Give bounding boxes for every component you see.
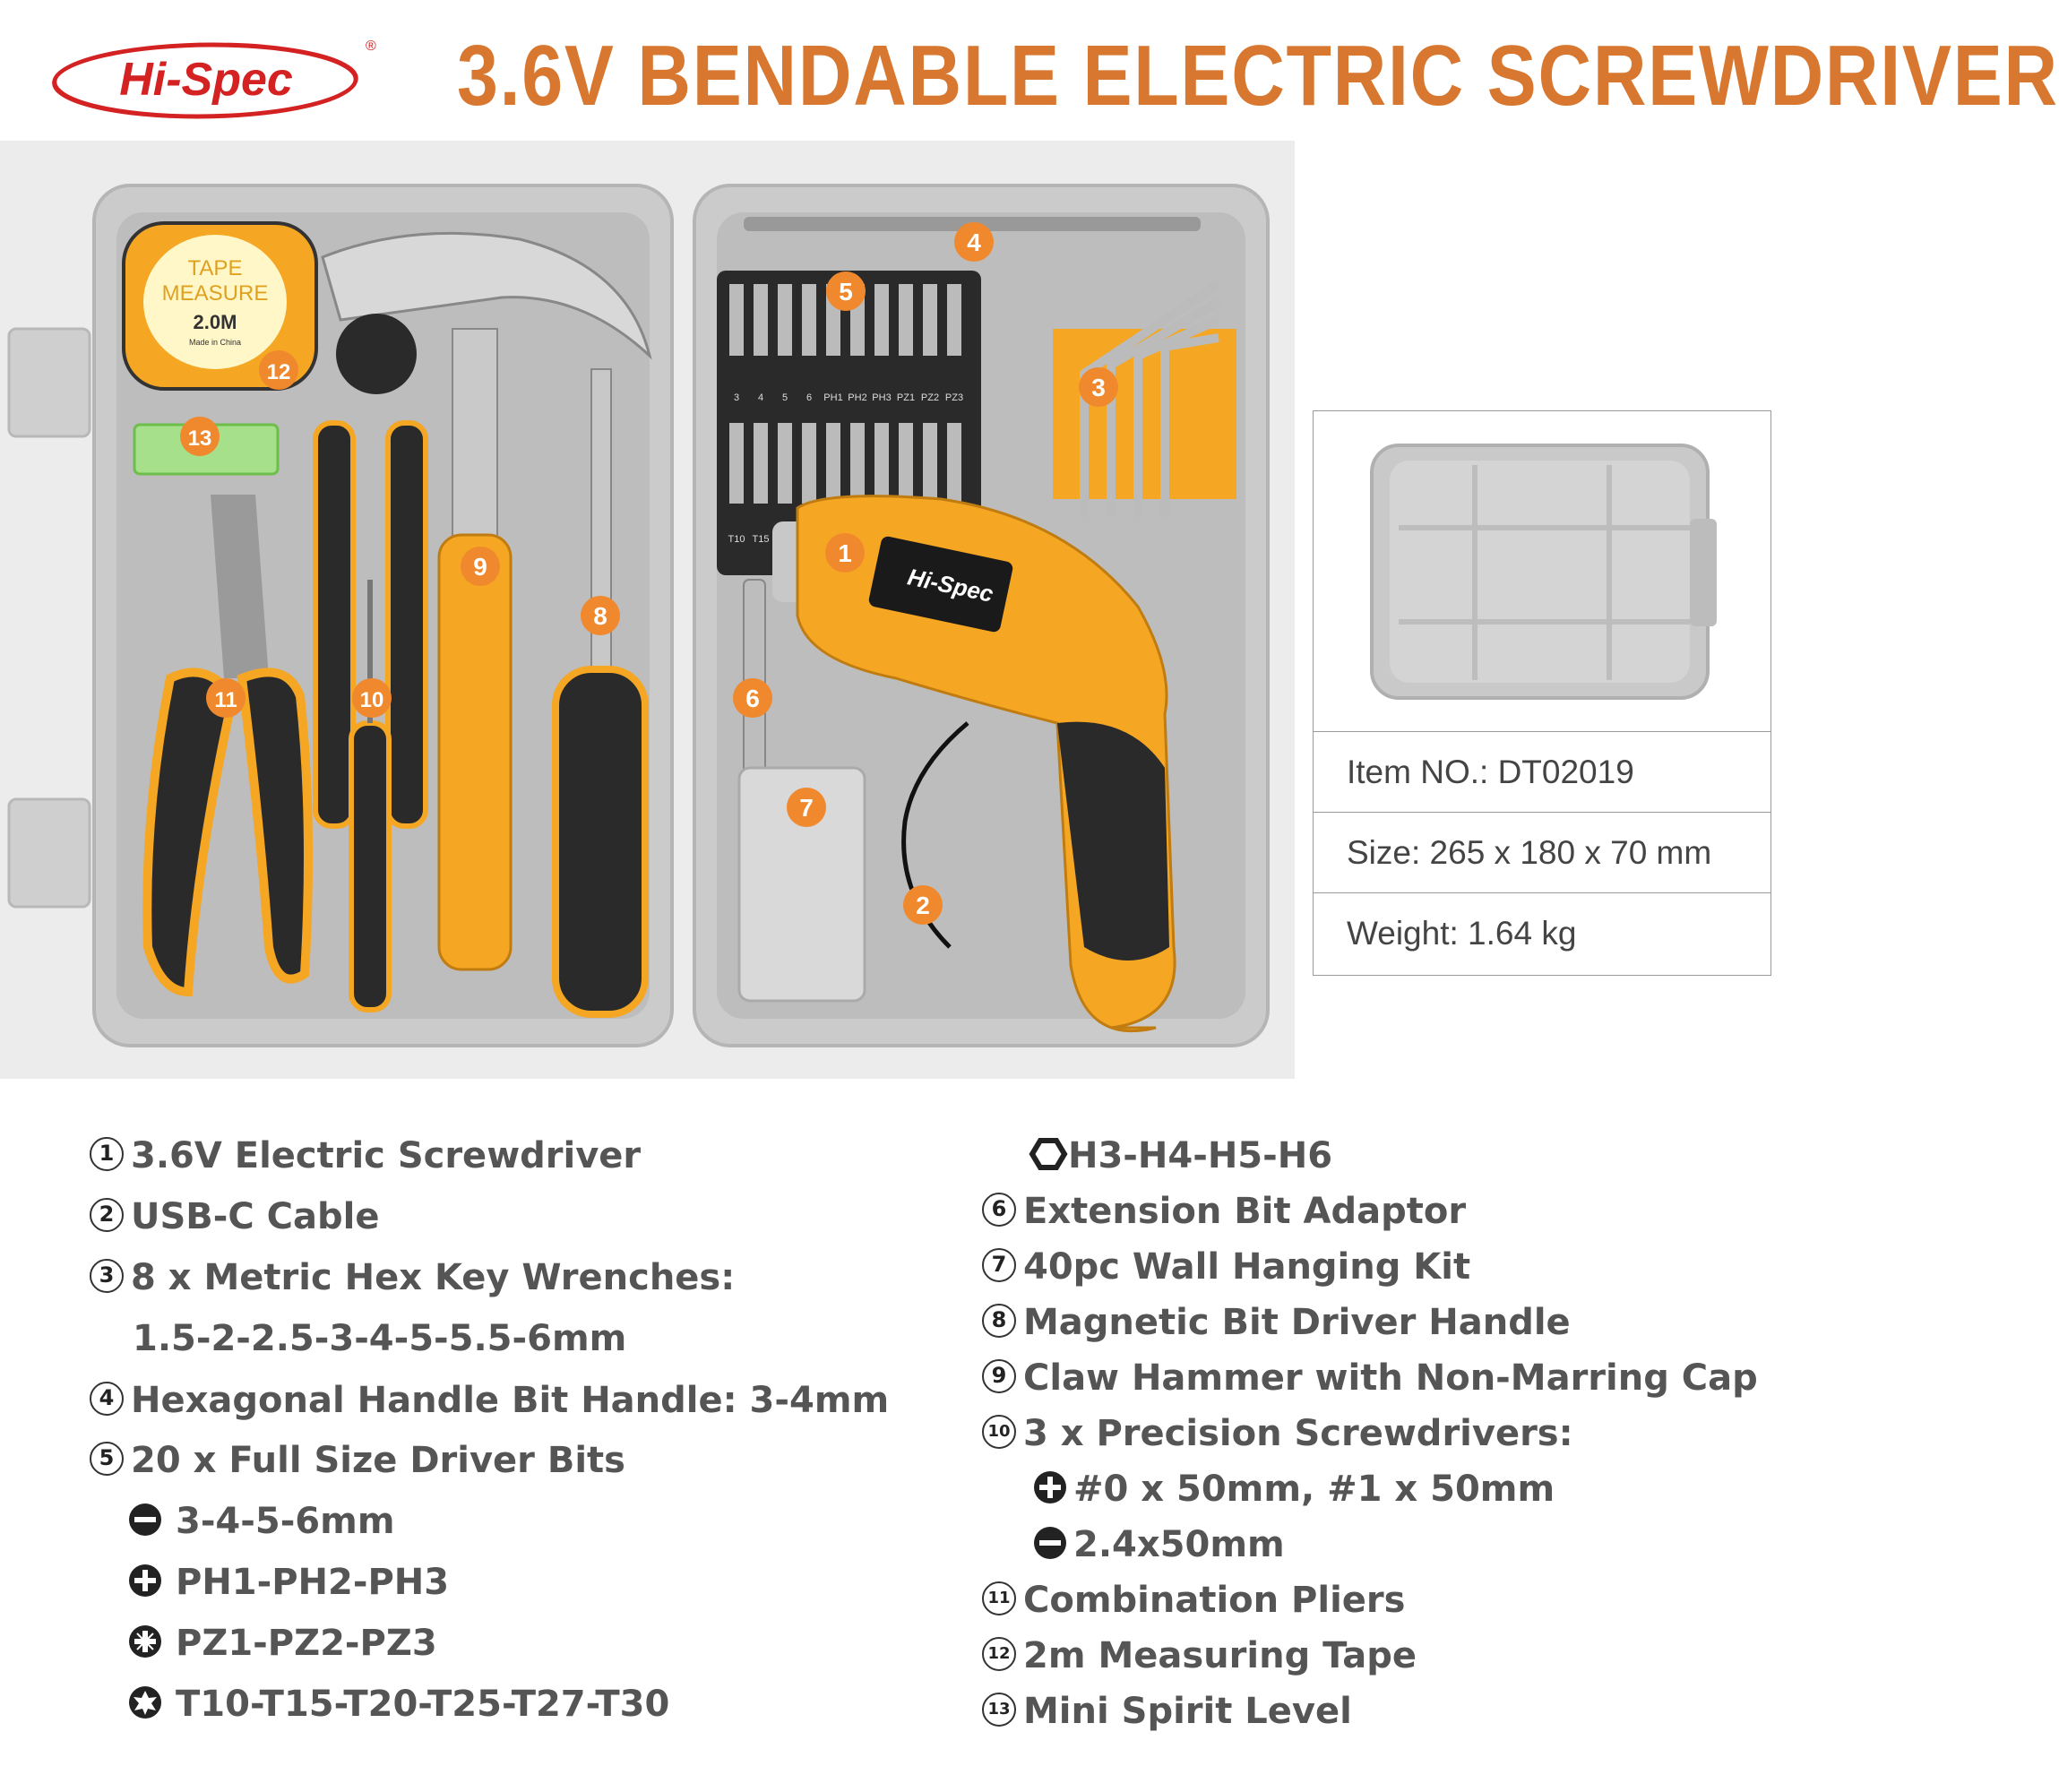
- svg-text:13: 13: [187, 426, 212, 451]
- bit-slotted: [127, 1496, 395, 1546]
- bit-text: PH1-PH2-PH3: [176, 1562, 450, 1603]
- spec-card: [1313, 410, 1771, 976]
- svg-text:11: 11: [214, 688, 237, 712]
- list-item-3-sizes: 1.5-2-2.5-3-4-5-5.5-6mm: [133, 1318, 627, 1359]
- number-badge: 2: [90, 1198, 124, 1232]
- bit-label: PZ2: [920, 392, 940, 403]
- registered-mark: ®: [366, 39, 376, 54]
- list-item-text: 2m Measuring Tape: [1023, 1635, 1417, 1676]
- list-item-text: 3.6V Electric Screwdriver: [131, 1135, 642, 1176]
- list-item-4: [90, 1375, 889, 1426]
- number-badge: 1: [90, 1137, 124, 1171]
- list-item-text: 3 x Precision Screwdrivers:: [1023, 1413, 1573, 1454]
- spec-item-number: Item NO.: DT02019: [1314, 732, 1770, 813]
- list-item-text: 8 x Metric Hex Key Wrenches:: [131, 1257, 736, 1298]
- driver-bit: [778, 284, 792, 356]
- slotted-icon: [1032, 1525, 1068, 1561]
- closed-case-image: [1314, 411, 1770, 732]
- list-item-1: [90, 1131, 641, 1181]
- number-badge: 4: [90, 1382, 124, 1416]
- callout-marker-8: [581, 596, 620, 635]
- bit-label: PZ3: [944, 392, 964, 403]
- number-badge: 7: [982, 1248, 1016, 1282]
- slotted-icon: [127, 1502, 163, 1538]
- callout-marker-3: [1079, 367, 1118, 407]
- driver-bit: [802, 284, 816, 356]
- callout-marker-10: [352, 678, 392, 718]
- driver-bit: [923, 284, 937, 356]
- driver-bit: [826, 423, 840, 504]
- bit-phillips: [127, 1557, 449, 1607]
- svg-text:12: 12: [266, 360, 291, 384]
- driver-bit: [899, 284, 913, 356]
- bit-label: 6: [806, 392, 813, 403]
- list-item-8: [982, 1297, 1571, 1348]
- spec-weight: Weight: 1.64 kg: [1347, 915, 1577, 952]
- svg-text:TAPE: TAPE: [187, 256, 243, 280]
- driver-bit: [874, 423, 889, 504]
- svg-text:10: 10: [359, 688, 384, 712]
- driver-bit: [802, 423, 816, 504]
- list-item-6: [982, 1186, 1466, 1236]
- driver-bit: [754, 284, 768, 356]
- driver-bit: [754, 423, 768, 504]
- callout-marker-9: [461, 547, 500, 586]
- bit-label: 3: [733, 392, 740, 403]
- list-item-text: 40pc Wall Hanging Kit: [1023, 1246, 1471, 1288]
- list-item-text: USB-C Cable: [131, 1196, 380, 1237]
- number-badge: 10: [982, 1415, 1016, 1449]
- svg-text:Made in China: Made in China: [188, 338, 242, 347]
- bit-label: 4: [757, 392, 764, 403]
- svg-text:MEASURE: MEASURE: [161, 281, 269, 306]
- list-item-text: 20 x Full Size Driver Bits: [131, 1440, 625, 1481]
- precision-phillips: [1032, 1464, 1555, 1514]
- driver-bit: [899, 423, 913, 504]
- list-item-11: [982, 1575, 1405, 1625]
- logo-text: Hi-Spec: [119, 54, 293, 106]
- pozidriv-icon: [127, 1624, 163, 1659]
- callout-marker-11: [206, 678, 246, 718]
- bit-label: PH2: [848, 392, 867, 403]
- callout-marker-7: [787, 788, 826, 827]
- driver-bit: [850, 423, 865, 504]
- driver-bit: [947, 423, 961, 504]
- svg-text:3: 3: [1091, 374, 1106, 401]
- svg-text:5: 5: [839, 278, 853, 306]
- driver-bit: [729, 423, 744, 504]
- number-badge: 11: [982, 1581, 1016, 1615]
- number-badge: 9: [982, 1359, 1016, 1393]
- torx-icon: [127, 1684, 163, 1720]
- svg-text:1: 1: [838, 539, 852, 567]
- bit-text: PZ1-PZ2-PZ3: [176, 1623, 437, 1664]
- bit-label: PH3: [872, 392, 892, 403]
- svg-text:8: 8: [593, 602, 607, 630]
- callout-marker-6: [733, 678, 772, 718]
- svg-text:Hi-Spec: Hi-Spec: [905, 563, 996, 607]
- driver-bit: [947, 284, 961, 356]
- bit-text: H3-H4-H5-H6: [1068, 1135, 1333, 1176]
- precision-slotted: [1032, 1520, 1285, 1570]
- list-item-10: [982, 1409, 1573, 1459]
- bit-label: T15: [752, 534, 770, 545]
- product-photo: [0, 141, 1295, 1079]
- driver-bit: [729, 284, 744, 356]
- page-title: 3.6V BENDABLE ELECTRIC SCREWDRIVER: [457, 28, 2059, 124]
- precision-text: #0 x 50mm, #1 x 50mm: [1073, 1469, 1555, 1510]
- list-item-text: Combination Pliers: [1023, 1580, 1406, 1621]
- list-item-text: Extension Bit Adaptor: [1023, 1191, 1467, 1232]
- phillips-icon: [127, 1563, 163, 1598]
- list-item-text: Claw Hammer with Non-Marring Cap: [1023, 1357, 1758, 1399]
- callout-marker-5: [826, 271, 866, 311]
- number-badge: 8: [982, 1304, 1016, 1338]
- callout-marker-2: [903, 885, 943, 925]
- number-badge: 6: [982, 1193, 1016, 1227]
- driver-bit: [874, 284, 889, 356]
- list-item-5: [90, 1435, 625, 1486]
- bit-torx: [127, 1679, 669, 1729]
- list-item-7: [982, 1242, 1470, 1292]
- brand-logo: [49, 34, 376, 122]
- list-item-13: [982, 1686, 1352, 1736]
- hex-icon: [1030, 1136, 1066, 1172]
- bit-label: 5: [781, 392, 788, 403]
- callout-marker-1: [825, 533, 865, 573]
- bit-text: 3-4-5-6mm: [176, 1501, 395, 1542]
- number-badge: 5: [90, 1442, 124, 1476]
- bit-label: PZ1: [896, 392, 916, 403]
- bit-pozidriv: [127, 1618, 437, 1668]
- spec-size: Size: 265 x 180 x 70 mm: [1314, 813, 1770, 893]
- svg-text:7: 7: [799, 794, 814, 822]
- bit-text: T10-T15-T20-T25-T27-T30: [176, 1684, 670, 1725]
- bit-label: PH1: [823, 392, 843, 403]
- svg-text:2: 2: [916, 892, 930, 919]
- number-badge: 12: [982, 1637, 1016, 1671]
- bit-hex: [1030, 1131, 1332, 1181]
- svg-text:2.0M: 2.0M: [193, 311, 237, 333]
- number-badge: 3: [90, 1259, 124, 1293]
- bit-label: T10: [728, 534, 745, 545]
- callout-marker-12: [259, 350, 298, 390]
- list-item-text: Mini Spirit Level: [1023, 1691, 1352, 1732]
- phillips-icon: [1032, 1469, 1068, 1505]
- list-item-12: [982, 1631, 1417, 1681]
- number-badge: 13: [982, 1693, 1016, 1727]
- list-item-3: [90, 1253, 735, 1303]
- svg-text:6: 6: [745, 685, 760, 712]
- callout-marker-4: [954, 222, 994, 262]
- list-item-9: [982, 1353, 1758, 1403]
- driver-bit: [923, 423, 937, 504]
- svg-text:4: 4: [967, 228, 981, 256]
- svg-text:9: 9: [473, 553, 487, 581]
- callout-marker-13: [180, 417, 220, 456]
- list-item-text: Hexagonal Handle Bit Handle: 3-4mm: [131, 1380, 890, 1421]
- list-item-2: [90, 1192, 379, 1242]
- precision-text: 2.4x50mm: [1073, 1524, 1285, 1565]
- driver-bit: [778, 423, 792, 504]
- list-item-text: Magnetic Bit Driver Handle: [1023, 1302, 1571, 1343]
